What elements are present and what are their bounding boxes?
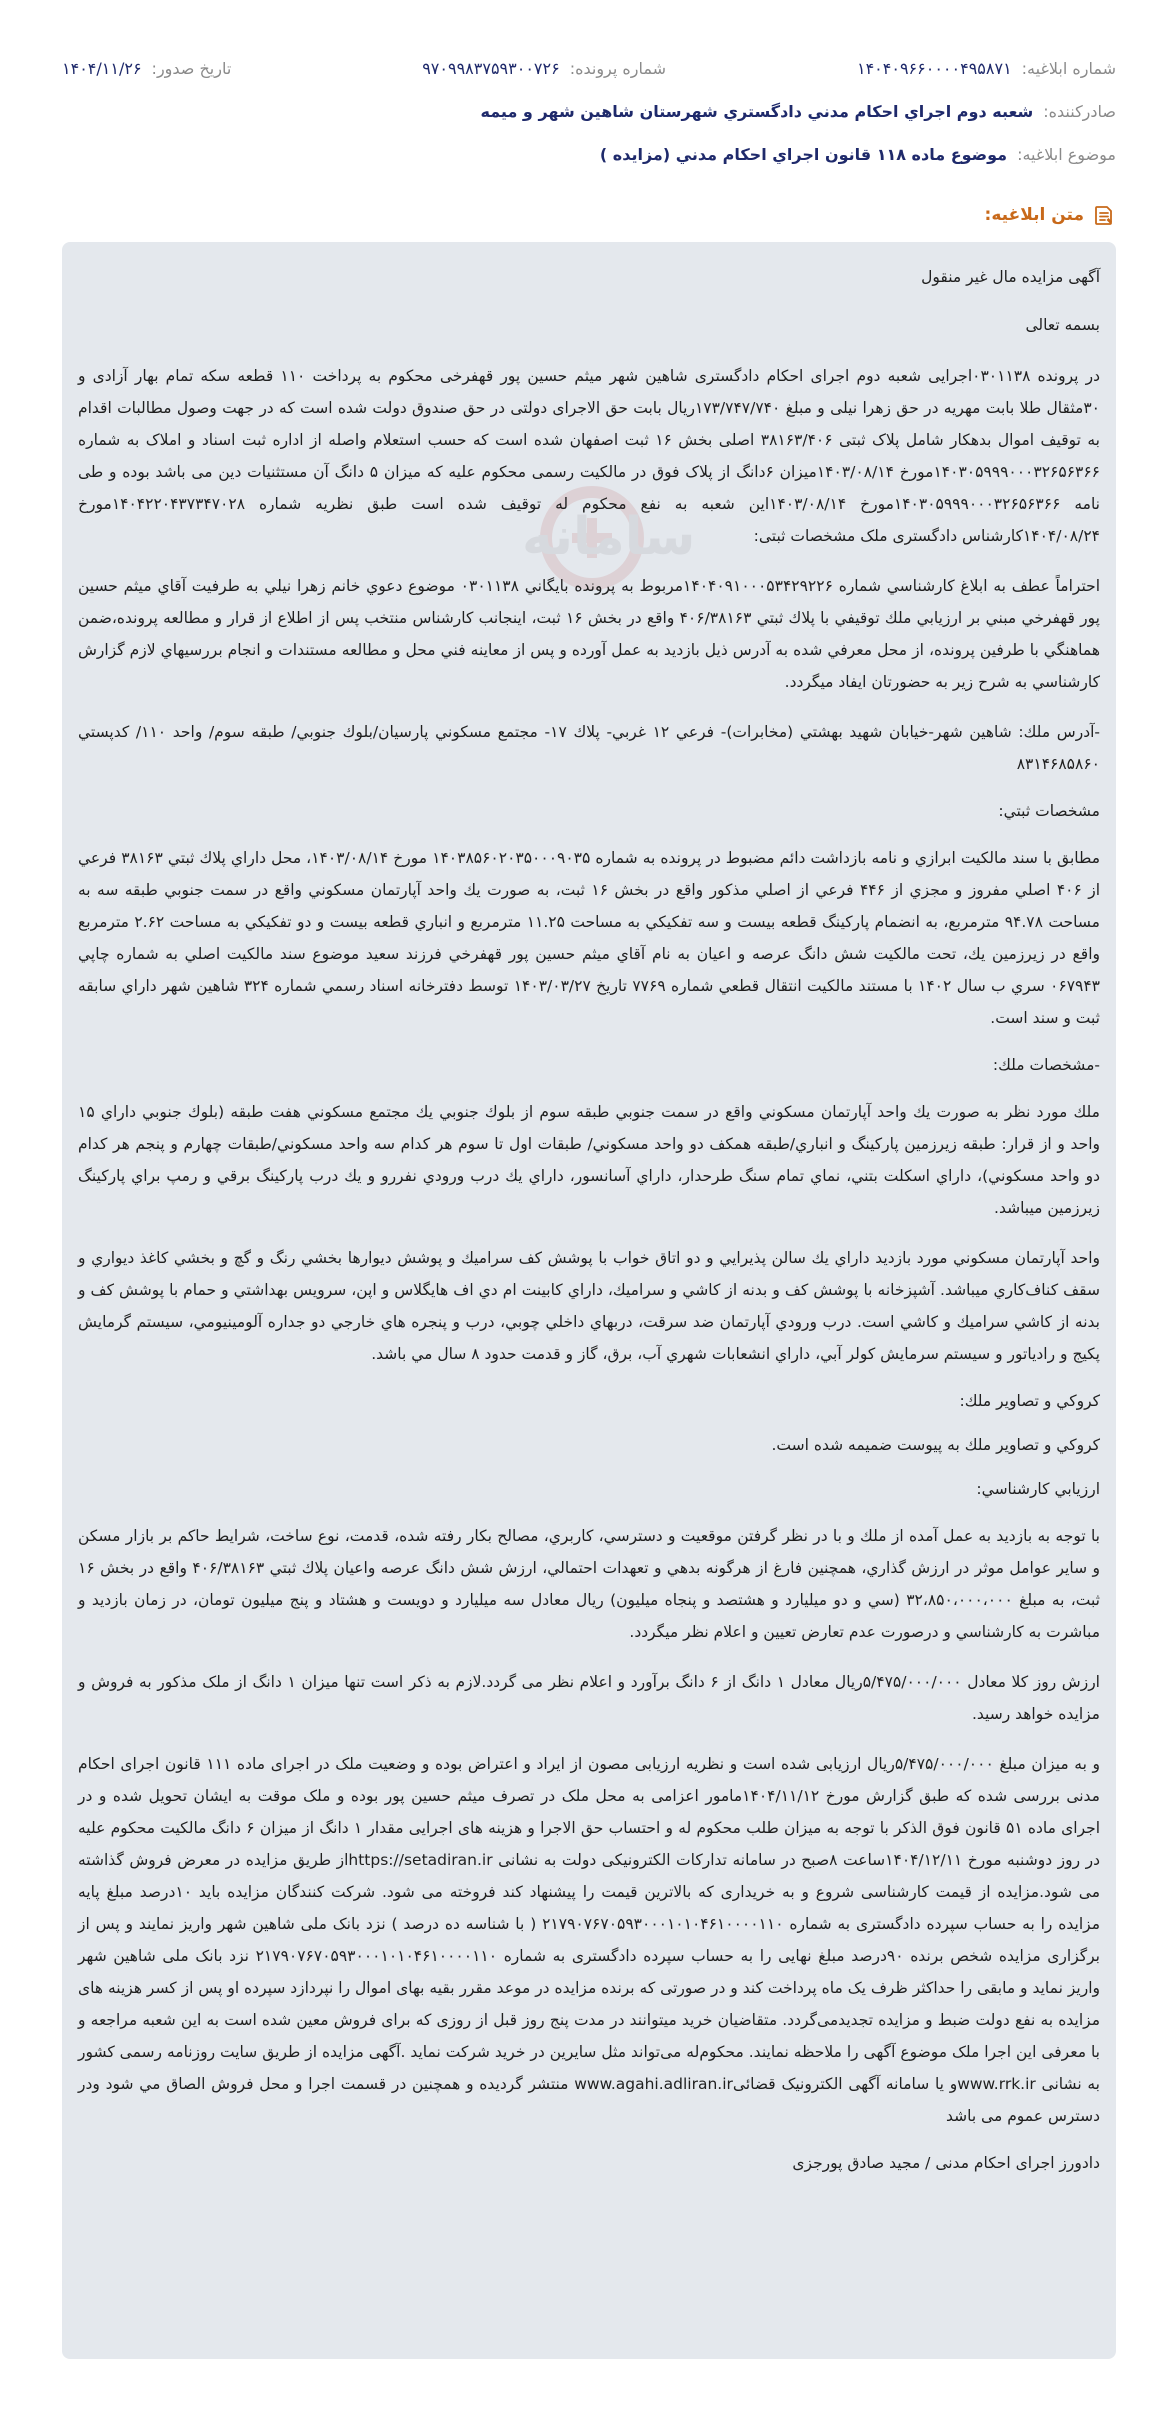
notice-number-label: شماره ابلاغیه:	[1021, 59, 1116, 78]
notice-paragraph: احتراماً عطف به ابلاغ کارشناسي شماره ۱۴۰۴۰۹۱۰۰۰۵۳۴۲۹۲۲۶مربوط به پرونده بايگاني ۰۳۰۱۱۳۸ موضوع دعوي خانم زهرا نيلي به طرفيت آقاي ميثم حسين پور قهفرخي مبني بر ارزيابي ملك توقيفي با پلاك ثبتي ۴۰۶/۳۸۱۶۳ واقع در بخش ۱۶ ثبت، اينجانب كارشناس منتخب پس از اطلاع از قرار و مطالعه پرونده،ضمن هماهنگي با طرفين پرونده، از محل معرفي شده به آدرس ذيل بازديد به عمل آورده و پس از معاينه فني محل و مطالعه مستندات و انجام بررسيهاي لازم گزارش كارشناسي به شرح زير به حضورتان ايفاد ميگردد.	[78, 577, 1101, 691]
notice-paragraph: ارزيابي كارشناسي:	[976, 1480, 1100, 1498]
notice-paragraph: با توجه به بازديد به عمل آمده از ملك و با در نظر گرفتن موقعيت و دسترسي، كاربري، مصالح بكار رفته شده، قدمت، نوع ساخت، شرايط حاكم بر بازار مسكن و ساير عوامل موثر در ارزش گذاري، همچنين فارغ از هرگونه بدهي و تعهدات احتمالي، ارزش شش دانگ عرصه واعيان پلاك ثبتي ۴۰۶/۳۸۱۶۳ واقع در بخش ۱۶ ثبت، به مبلغ ۳۲،۸۵۰،۰۰۰،۰۰۰ (سي و دو ميليارد و هشتصد و پنجاه ميليون) ريال معادل سه ميليارد و دويست و هشتاد و پنج ميليون تومان، در زمان بازديد و مباشرت به كارشناسي و درصورت عدم تعارض تعيين و اعلام نظر ميگردد.	[78, 1527, 1100, 1641]
issue-date	[62, 58, 231, 80]
header-row-subject	[62, 123, 1116, 166]
issuer-value: شعبه دوم اجراي احکام مدني دادگستري شهرستان شاهين شهر و ميمه	[480, 102, 1034, 121]
notice-paragraph: -مشخصات ملك:	[992, 1056, 1100, 1074]
subject-label: موضوع ابلاغیه:	[1017, 145, 1116, 164]
notice-paragraph: مشخصات ثبتي:	[998, 802, 1100, 820]
notice-paragraph: -آدرس ملك: شاهين شهر-خيابان شهيد بهشتي (مخابرات)- فرعي ۱۲ غربي- پلاك ۱۷- مجتمع مسكوني پارسيان/بلوك جنوبي/ طبقه سوم/ واحد ۱۱۰/ كدپستي ۸۳۱۴۶۸۵۸۶۰	[78, 723, 1100, 773]
notice-signature: دادورز اجرای احکام مدنی / مجید صادق پورجزی	[792, 2154, 1100, 2172]
notice-paragraph: كروكي و تصاوير ملك به پيوست ضميمه شده است.	[771, 1436, 1100, 1454]
case-number-label: شماره پرونده:	[569, 59, 667, 78]
notice-paragraph: آگهی مزایده مال غیر منقول	[921, 268, 1100, 286]
issuer-label: صادرکننده:	[1043, 102, 1116, 121]
issuer	[480, 101, 1116, 123]
subject	[600, 144, 1116, 166]
issue-date-label: تاریخ صدور:	[151, 59, 232, 78]
notice-text-title: متن ابلاغیه:	[984, 205, 1084, 225]
notice-paragraph: واحد آپارتمان مسكوني مورد بازديد داراي يك سالن پذيرايي و دو اتاق خواب با پوشش كف سراميك و پوشش ديوارها بخشي رنگ و گچ و بخشي كاغذ ديواري و سقف كناف‌كاري ميباشد. آشپزخانه با پوشش كف و بدنه از كاشي و سراميك، داراي كابينت ام دي اف هايگلاس و اپن، سرويس بهداشتي و حمام با پوشش كف و بدنه از كاشي سراميك و كاشي است. درب ورودي آپارتمان ضد سرقت، دربهاي داخلي چوبي، درب و پنجره هاي خارجي دو جداره آلومينيومي، سيستم گرمايش پكيج و رادياتور و سيستم سرمايش كولر آبي، داراي انشعابات شهري آب، برق، گاز و قدمت حدود ۸ سال مي باشد.	[78, 1249, 1100, 1363]
document-icon	[1092, 203, 1116, 227]
watermark-text: سامانه	[522, 507, 696, 567]
notice-text-heading	[62, 202, 1116, 228]
notice-number-value: ۱۴۰۴۰۹۶۶۰۰۰۰۴۹۵۸۷۱	[856, 59, 1012, 78]
notice-paragraph: ارزش روز کلا معادل ۵/۴۷۵/۰۰۰/۰۰۰ريال معادل ۱ دانگ از ۶ دانگ برآورد و اعلام نظر می گردد.لازم به ذکر است تنها میزان ۱ دانگ از ملک مذکور به فروش و مزایده خواهد رسید.	[78, 1673, 1100, 1723]
notice-paragraph: بسمه تعالی	[1025, 316, 1100, 334]
notice-paragraph: كروكي و تصاوير ملك:	[959, 1392, 1100, 1410]
notice-body-panel	[62, 242, 1116, 2359]
case-number	[422, 58, 666, 80]
notice-paragraph: و به میزان مبلغ ۵/۴۷۵/۰۰۰/۰۰۰ریال ارزیابی شده است و نظریه ارزیابی مصون از ایراد و اعتراض بوده و وضعیت ملک در اجرای ماده ۱۱۱ قانون اجرای احکام مدنی بررسی شده که طبق گزارش مورخ ۱۴۰۴/۱۱/۱۲مامور اعزامی به محل ملک در تصرف میثم حسین پور بوده و ملک موقت به ایشان تحویل شده و در اجرای ماده ۵۱ قانون فوق الذکر با توجه به میزان طلب محکوم له و احتساب حق الاجرا و هزینه های اجرایی مقدار ۱ دانگ از میزان ۶ دانگ مالکیت محکوم علیه در روز دوشنبه مورخ ۱۴۰۴/۱۲/۱۱ساعت ۸صبح در سامانه تدارکات الکترونیکی دولت به نشانی https://setadiran.irاز طریق مزایده در معرض فروش گذاشته می شود.مزایده از قیمت کارشناسی شروع و به خریداری که بالاترین قیمت را پیشنهاد کند فروخته می شود. شرکت کنندگان مزایده باید ۱۰درصد مبلغ پایه مزایده را به حساب سپرده دادگستری به شماره ۲۱۷۹۰۷۶۷۰۵۹۳۰۰۰۱۰۱۰۴۶۱۰۰۰۰۱۱۰ ( با شناسه ده درصد ) نزد بانک ملی شاهین شهر واریز نمایند و پس از برگزاری مزایده شخص برنده ۹۰درصد مبلغ نهایی را به حساب سپرده دادگستری به شماره ۲۱۷۹۰۷۶۷۰۵۹۳۰۰۰۱۰۱۰۴۶۱۰۰۰۰۱۱۰ نزد بانک ملی شاهین شهر واریز نماید و مابقی را حداکثر ظرف یک ماه پرداخت کند و در صورتی که برنده مزایده در موعد مقرر بقیه بهای اموال را نپردازد سپرده او پس از کسر هزینه های مزایده به نفع دولت ضبط و مزایده تجدیدمی‌گردد. متقاضیان خرید میتوانند در مدت پنج روز قبل از روزی که برای فروش معین شده است به این شعبه مراجعه و با معرفی این اجرا ملک موضوع آگهی را ملاحظه نمایند. محکوم‌له می‌تواند مثل سایرین در خرید شرکت نماید .آگهی مزایده از طریق سایت روزنامه رسمی کشور به نشانی www.rrk.irو یا سامانه آگهی الکترونیک قضائیwww.agahi.adliran.ir منتشر گردیده و همچنین در قسمت اجرا و محل فروش الصاق مي شود ودر دسترس عموم می باشد	[78, 1755, 1101, 2125]
notice-paragraph: در پرونده ۰۳۰۱۱۳۸اجرایی شعبه دوم اجرای احکام دادگستری شاهین شهر میثم حسین پور قهفرخی محکوم به پرداخت ۱۱۰ قطعه سکه تمام بهار آزادی و ۳۰مثقال طلا بابت مهریه در حق زهرا نیلی و مبلغ ۱۷۳/۷۴۷/۷۴۰ریال بابت حق الاجرای دولتی در حق صندوق دولت شده است که در جهت وصول مطالبات اقدام به توقیف اموال بدهکار شامل پلاک ثبتی ۳۸۱۶۳/۴۰۶ اصلی بخش ۱۶ ثبت اصفهان شده است که حسب استعلام واصله از اداره ثبت اسناد و املاک به شماره ۱۴۰۳۰۵۹۹۹۰۰۰۳۲۶۵۶۳۶۶مورخ ۱۴۰۳/۰۸/۱۴میزان ۶دانگ از پلاک فوق در مالکیت رسمی محکوم علیه که میزان ۵ دانگ آن مستثنیات دین می باشد بوده و طی نامه ۱۴۰۳۰۵۹۹۹۰۰۰۳۲۶۵۶۳۶۶مورخ ۱۴۰۳/۰۸/۱۴این شعبه به نفع محکوم له توقیف شده است طبق نظریه شماره ۱۴۰۴۲۲۰۴۳۷۳۴۷۰۲۸مورخ ۱۴۰۴/۰۸/۲۴کارشناس دادگستری ملک مشخصات ثبتی:	[78, 367, 1100, 545]
header-row-issuer	[62, 80, 1116, 123]
subject-value: موضوع ماده ۱۱۸ قانون اجراي احکام مدني (مزايده )	[599, 145, 1008, 164]
case-number-value: ۹۷۰۹۹۸۳۷۵۹۳۰۰۷۲۶	[422, 59, 560, 78]
notice-paragraph: ملك مورد نظر به صورت يك واحد آپارتمان مسكوني واقع در سمت جنوبي طبقه سوم از بلوك جنوبي يك مجتمع مسكوني هفت طبقه (بلوك جنوبي داراي ۱۵ واحد و از قرار: طبقه زيرزمين پاركينگ و انباري/طبقه همكف دو واحد مسكوني/ طبقات اول تا سوم هر كدام سه واحد مسكوني/طبقات چهارم و پنجم هر كدام دو واحد مسكوني)، داراي اسكلت بتني، نماي تمام سنگ طرحدار، داراي آسانسور، داراي يك درب ورودي نفررو و يك درب پاركينگ برقي و رمپ براي پاركينگ زيرزمين ميباشد.	[78, 1103, 1100, 1217]
notice-paragraph: مطابق با سند مالكيت ابرازي و نامه بازداشت دائم مضبوط در پرونده به شماره ۱۴۰۳۸۵۶۰۲۰۳۵۰۰۰۹۰۳۵ مورخ ۱۴۰۳/۰۸/۱۴، محل داراي پلاك ثبتي ۳۸۱۶۳ فرعي از ۴۰۶ اصلي مفروز و مجزي از ۴۴۶ فرعي از اصلي مذكور واقع در بخش ۱۶ ثبت، به صورت يك واحد آپارتمان مسكوني واقع در سمت جنوبي طبقه سه به مساحت ۹۴.۷۸ مترمربع، به انضمام پاركينگ قطعه بيست و سه تفكيكي به مساحت ۱۱.۲۵ مترمربع و انباري قطعه بيست و دو تفكيكي به مساحت ۲.۶۲ مترمربع واقع در زيرزمين يك، تحت مالكيت شش دانگ عرصه و اعيان به نام آقاي ميثم حسين پور قهفرخي فرزند سعيد موضوع سند مالكيت اصلي به شماره چاپي ۰۶۷۹۴۳ سري ب سال ۱۴۰۲ با مستند مالكيت انتقال قطعي شماره ۷۷۶۹ تاريخ ۱۴۰۳/۰۳/۲۷ توسط دفترخانه اسناد رسمي شماره ۳۲۴ شاهين شهر داراي سابقه ثبت و سند است.	[78, 849, 1101, 1027]
issue-date-value: ۱۴۰۴/۱۱/۲۶	[62, 59, 142, 78]
header-row-ids	[62, 0, 1116, 80]
notice-number	[857, 58, 1116, 80]
